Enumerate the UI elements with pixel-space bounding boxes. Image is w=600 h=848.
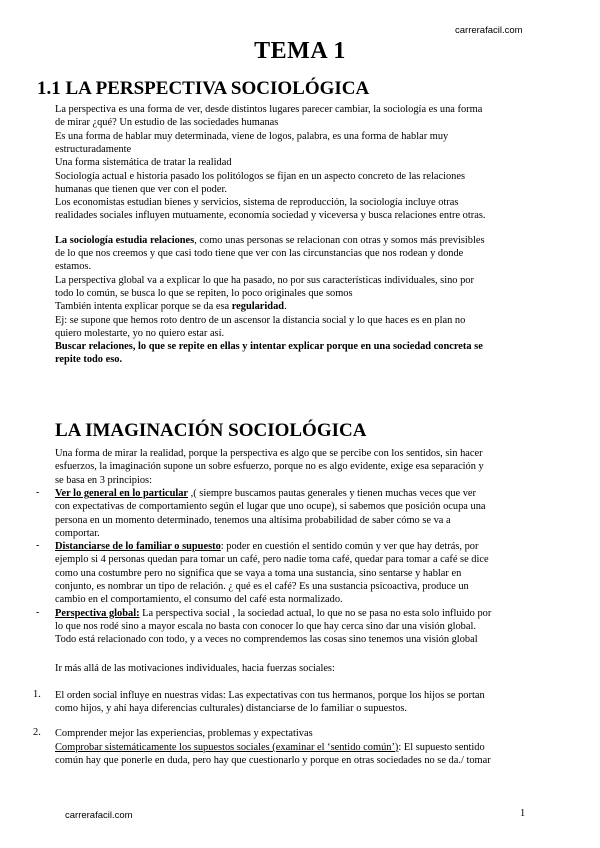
list-number: 1. <box>33 688 41 700</box>
text-line: Una forma de mirar la realidad, porque la perspectiva es algo que se percibe con los sentidos, sin hacer <box>55 448 483 459</box>
text-line: de lo que nos creemos y que casi todo tiene que ver con las circunstancias que nos rodean y donde <box>55 248 464 259</box>
text-line: Sociología actual e historia pasado los politólogos se fijan en un aspecto concreto de las relaciones <box>55 170 466 182</box>
text-line: Comprobar sistemáticamente los supuestos sociales (examinar el ‘sentido común’): El supuesto sentido <box>55 741 485 753</box>
text-line: Es una forma de hablar muy determinada, viene de logos, palabra, es una forma de hablar muy <box>55 130 449 142</box>
text-line: realidades sociales influyen mutuamente, economía sociedad y viceversa y busca relaciones entre otras. <box>55 210 486 222</box>
page-title: TEMA 1 <box>254 38 346 64</box>
text-line: Los economistas estudian bienes y servicios, sistema de reproducción, la sociología incluye otras <box>55 197 459 209</box>
list-number: 2. <box>33 727 41 739</box>
text-line: Una forma sistemática de tratar la realidad <box>55 157 232 169</box>
text-line: como una costumbre pero no significa que se vaya a toma una sustancia, sino sentarse y hablar en <box>55 567 462 579</box>
text-line: repite todo eso. <box>55 354 123 366</box>
text-line: ejemplo si 4 personas quedan para tomar un café, pero nadie toma café, quedar para tomar a café se dice <box>55 554 489 566</box>
text-line: persona en un momento determinado, tenemos una altísima probabilidad de saber cómo se va a <box>55 514 451 526</box>
text-line: quiero molestarte, yo no quiero estar así. <box>55 327 225 339</box>
numbered-item: El orden social influye en nuestras vidas: Las expectativas con tus hermanos, porque los hijos se portan <box>55 689 485 701</box>
bullet-dash: - <box>36 486 40 498</box>
text-line: Todo está relacionado con todo, y a veces no comprendemos las cosas sino tenemos una visión global <box>55 634 478 646</box>
bullet-item: Ver lo general en lo particular ,( siempre buscamos pautas generales y tienen muchas veces que ver <box>55 487 476 499</box>
bullet-item: Perspectiva global: La perspectiva social , la sociedad actual, lo que no se pasa no esta solo influido por <box>55 607 492 619</box>
text-line: estamos. <box>55 261 92 273</box>
section2-heading: LA IMAGINACIÓN SOCIOLÓGICA <box>55 420 367 441</box>
text-line: La perspectiva global va a explicar lo que ha pasado, no por sus características individuales, sino por <box>55 274 474 286</box>
text-line: La perspectiva es una forma de ver, desde distintos lugares parecer cambiar, la sociología es una forma <box>55 104 483 115</box>
text-line: Ej: se supone que hemos roto dentro de un ascensor la distancia social y lo que haces es en plan no <box>55 314 466 326</box>
section1-heading: 1.1 LA PERSPECTIVA SOCIOLÓGICA <box>37 78 370 99</box>
header-site: carrerafacil.com <box>455 25 523 36</box>
footer-site: carrerafacil.com <box>65 810 133 821</box>
bullet-dash: - <box>36 606 40 618</box>
text-line: cambio en el comportamiento, el consumo del café esta normalizado. <box>55 594 343 606</box>
text-line: La sociología estudia relaciones, como unas personas se relacionan con otras y somos más previsibles <box>55 234 485 246</box>
text-line: conjunto, es nombrar un tipo de relación. ¿ qué es el café? Es una sustancia psicoactiva, produce un <box>55 581 469 592</box>
text-line: se basa en 3 principios: <box>55 474 152 486</box>
text-line: estructuradamente <box>55 143 132 155</box>
text-line: todo lo común, se busca lo que se repiten, lo poco originales que somos <box>55 287 353 299</box>
text-line: comportar. <box>55 527 100 539</box>
numbered-item: Comprender mejor las experiencias, problemas y expectativas <box>55 728 313 740</box>
text-line: lo que nos rodé sino a mayor escala no basta con conocer lo que hay cerca sino dar una visión global. <box>55 620 476 632</box>
text-line: esfuerzos, la imaginación supone un sobre esfuerzo, porque no es algo evidente, exige esa separación y <box>55 461 484 473</box>
text-line: de mirar ¿qué? Un estudio de las sociedades humanas <box>55 117 279 129</box>
text-line: humanas que tienen que ver con el poder. <box>55 183 227 195</box>
text-line: Buscar relaciones, lo que se repite en ellas y intentar explicar porque en una sociedad concreta se <box>55 341 483 353</box>
numbered-item: como hijos, y ahí haya diferencias culturales) distanciarse de lo familiar o supuestos. <box>55 703 408 715</box>
page-number: 1 <box>520 808 526 819</box>
bullet-item: Distanciarse de lo familiar o supuesto: poder en cuestión el sentido común y ver que hay detrás, por <box>55 541 479 553</box>
bullet-dash: - <box>36 540 40 552</box>
text-line: común hay que ponerle en duda, pero hay que cuestionarlo y porque en otras sociedades no se da./ tomar <box>55 755 491 766</box>
text-line: con expectativas de comportamiento según el lugar que uno ocupe), si sabemos que posición ocupa una <box>55 501 486 513</box>
beyond-line: Ir más allá de las motivaciones individuales, hacia fuerzas sociales: <box>55 662 335 674</box>
text-line: También intenta explicar porque se da esa regularidad. <box>55 301 287 313</box>
